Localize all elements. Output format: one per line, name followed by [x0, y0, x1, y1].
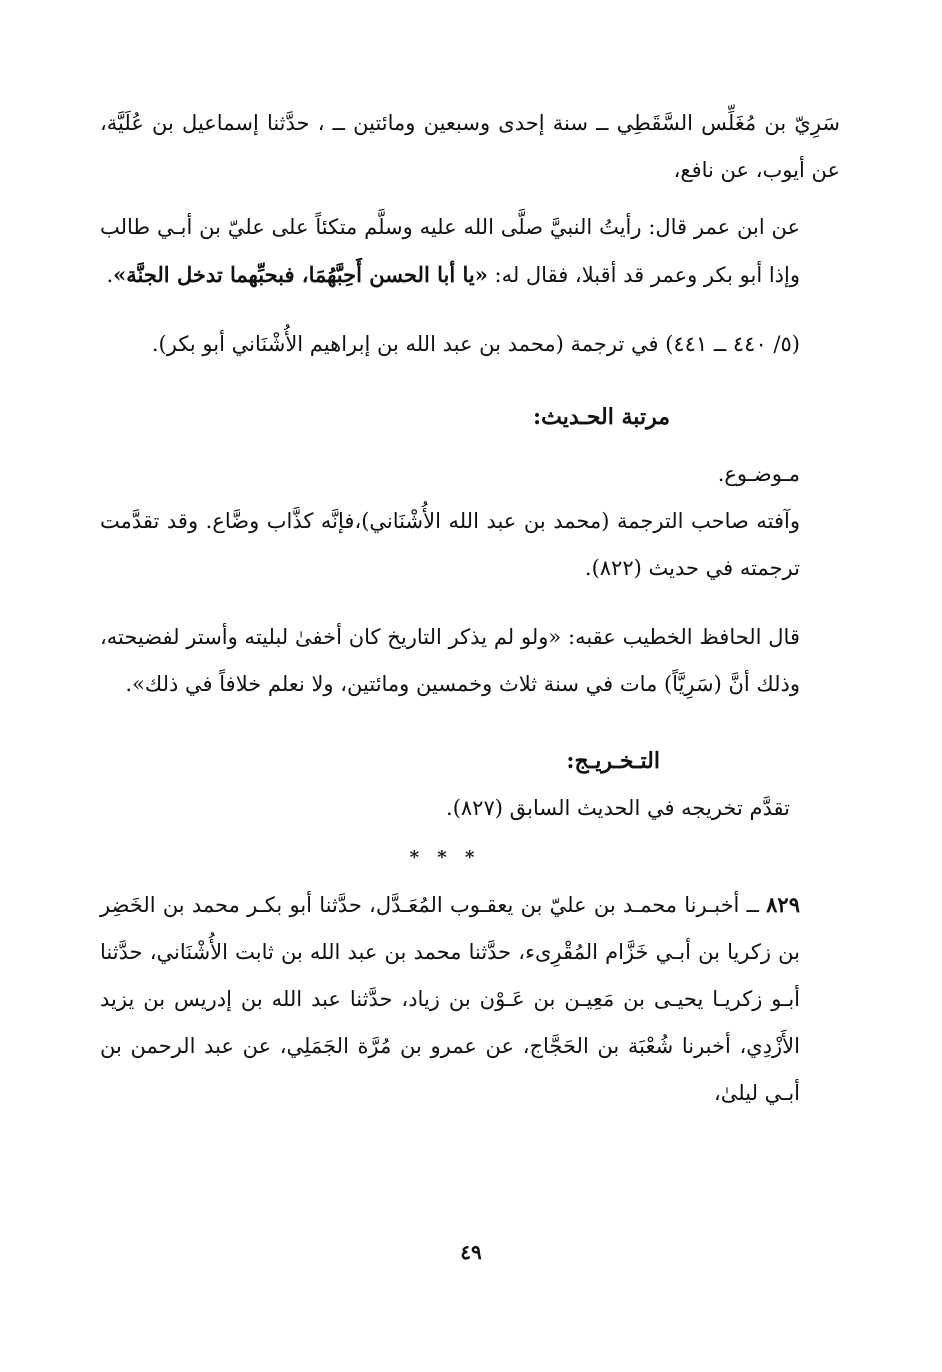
matn-end: .	[106, 263, 114, 287]
document-page	[100, 100, 840, 1117]
hadith-entry	[100, 881, 840, 1117]
matn-text: عن ابن عمر قال: رأيتُ النبيَّ صلَّى الله عليه وسلَّم متكئاً على عليّ بن أبـي طالب وإذا أبو بكر وعمر قد أقبلا، فقال له:	[100, 215, 800, 287]
hadith-number: ٨٢٩	[766, 892, 800, 917]
source-reference: (٥/ ٤٤٠ ــ ٤٤١) في ترجمة (محمد بن عبد الله بن إبراهيم الأُشْنَاني أبو بكر).	[151, 332, 800, 356]
page-number: ٤٩	[460, 1240, 482, 1264]
narrator-critique: وآفته صاحب الترجمة (محمد بن عبد الله الأُشْنَاني)،فإنَّه كذَّاب وضَّاع. وقد تقدَّمت ترجمته في حديث (٨٢٢).	[100, 509, 800, 580]
takhrij-text: تقدَّم تخريجه في الحديث السابق (٨٢٧).	[446, 796, 790, 820]
isnad-continuation: سَرِيّ بن مُغَلِّس السَّقَطِي ــ سنة إحدى وسبعين ومائتين ــ ، حدَّثنا إسماعيل بن عُلَيَّة، عن أيوب، عن نافع،	[100, 111, 840, 182]
heading-hadith-rank: مرتبة الحـديث:	[533, 404, 670, 430]
prophetic-quote: «يا أبا الحسن أَحِبَّهُمَا، فبحبِّهما تدخل الجنَّة»	[113, 262, 488, 287]
rank-value: مـوضـوع.	[717, 462, 800, 486]
khatib-comment: قال الحافظ الخطيب عقبه: «ولو لم يذكر التاريخ كان أخفىٰ لبليته وأستر لفضيحته، وذلك أنَّ (سَرِيَّاً) مات في سنة ثلاث وخمسين ومائتين، ولا نعلم خلافاً في ذلك».	[100, 625, 800, 696]
section-separator: * * *	[409, 847, 481, 868]
hadith-matn	[100, 204, 840, 299]
heading-takhrij: التـخـريـج:	[566, 748, 660, 774]
hadith-isnad: ــ أخبـرنا محمـد بن عليّ بن يعقـوب المُعَـدَّل، حدَّثنا أبو بكـر محمد بن الخَضِر بن زكريا بن أبـي خَزَّام المُقْرِىء، حدَّثنا محمد بن عبد الله بن ثابت الأُشْنَاني، حدَّثنا أبـو زكريـا يحيـى بن مَعِيـن بن عَـوْن بن زياد، حدَّثنا عبد الله بن إدريس بن يزيد الأَزْدِي، أخبرنا شُعْبَة بن الحَجَّاج، عن عمرو بن مُرَّة الجَمَلِي، عن عبد الرحمن بن أبـي ليلىٰ،	[100, 893, 800, 1105]
